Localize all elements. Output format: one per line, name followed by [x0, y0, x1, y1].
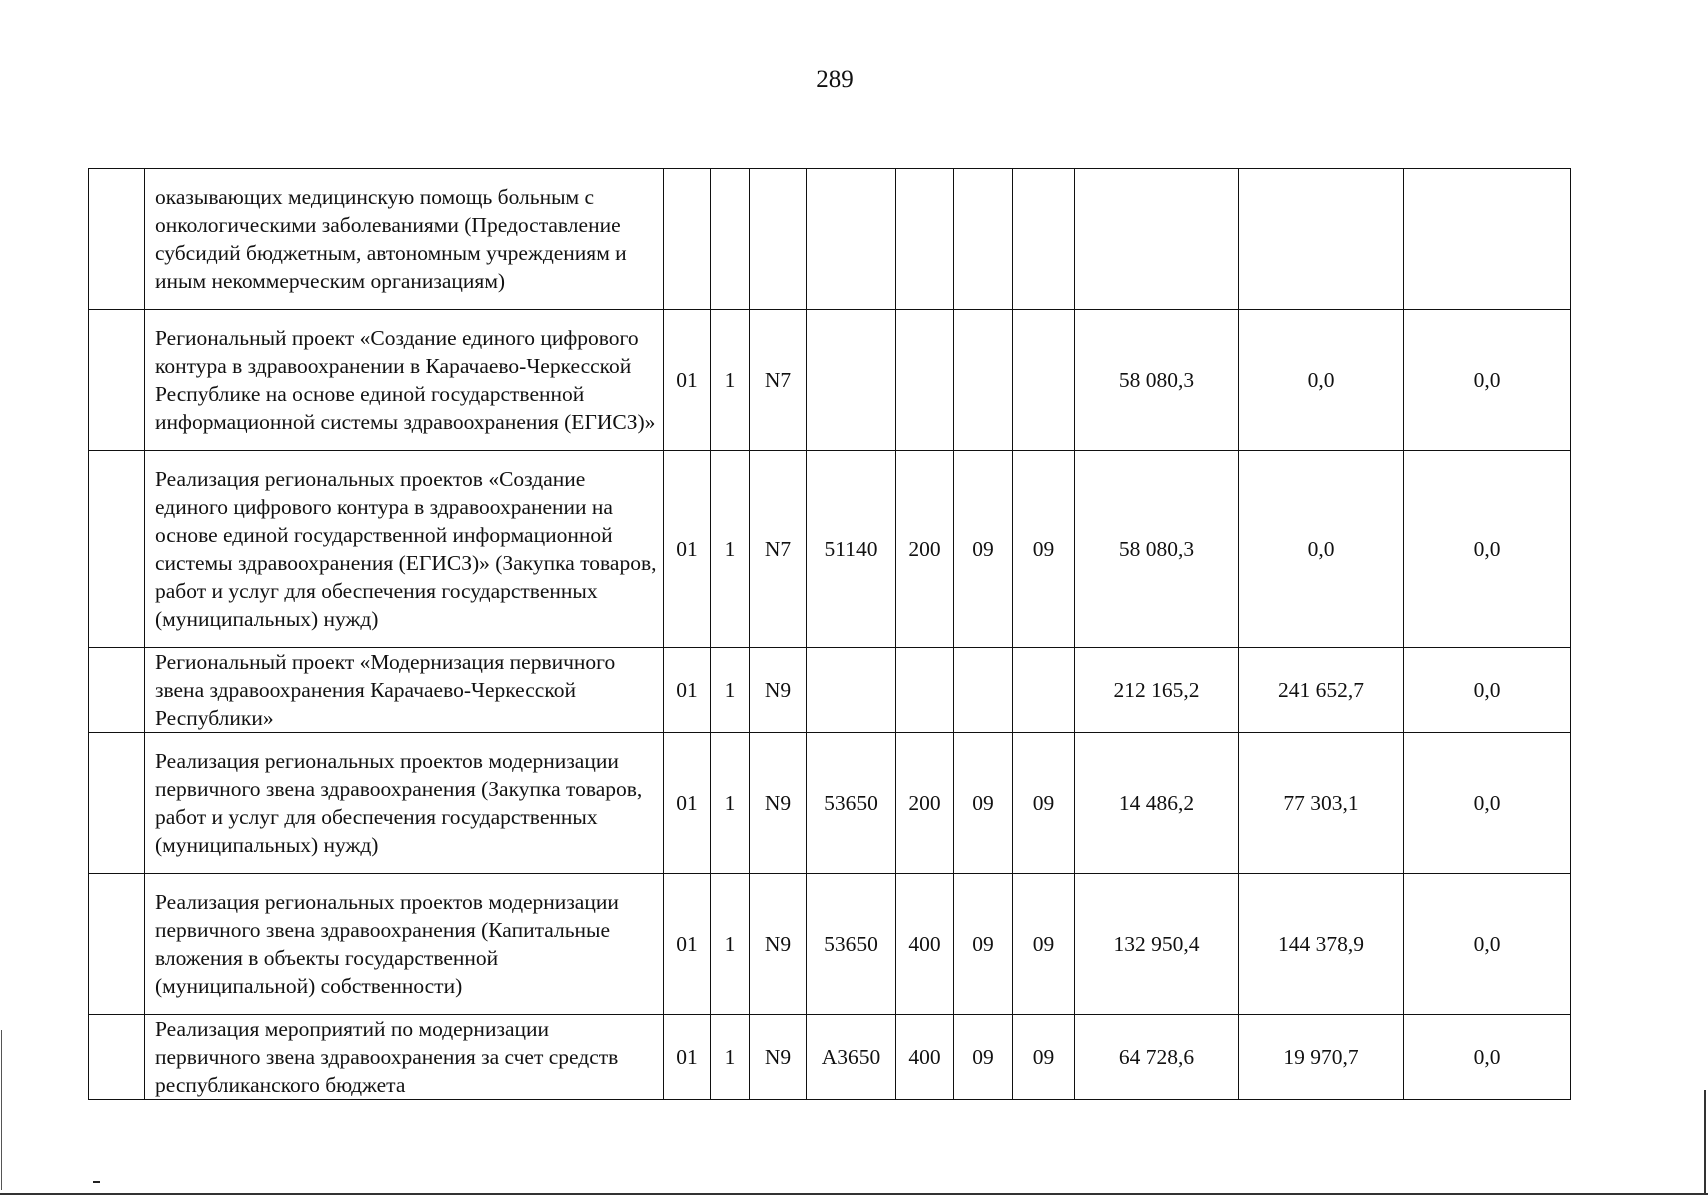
table-row — [89, 310, 1571, 451]
subsection-code-cell: 09 — [1013, 874, 1075, 1015]
expense-type-cell: 400 — [896, 874, 954, 1015]
direction-code-cell: 51140 — [807, 451, 896, 648]
expense-type-cell — [896, 310, 954, 451]
section-code-cell: 09 — [954, 451, 1013, 648]
amount-year1-cell: 132 950,4 — [1075, 874, 1239, 1015]
subsection-code-cell — [1013, 169, 1075, 310]
page-number: 289 — [816, 66, 854, 93]
amount-year1-cell: 14 486,2 — [1075, 733, 1239, 874]
budget-table — [88, 168, 1571, 1100]
subprogram-code-cell: 1 — [711, 1015, 750, 1100]
amount-year1-cell — [1075, 169, 1239, 310]
item-name-cell: Региональный проект «Создание единого цифрового контура в здравоохранении в Карачаево-Черкесской Республике на основе единой государственной информационной системы здравоохранения (ЕГИСЗ)» — [145, 310, 664, 451]
amount-year3-cell: 0,0 — [1404, 1015, 1571, 1100]
expense-type-cell: 200 — [896, 733, 954, 874]
subprogram-code-cell: 1 — [711, 648, 750, 733]
project-code-cell — [750, 169, 807, 310]
subsection-code-cell — [1013, 310, 1075, 451]
project-code-cell: N7 — [750, 310, 807, 451]
item-name-cell: Региональный проект «Модернизация первичного звена здравоохранения Карачаево-Черкесской Республики» — [145, 648, 664, 733]
expense-type-cell: 200 — [896, 451, 954, 648]
amount-year3-cell: 0,0 — [1404, 451, 1571, 648]
amount-year2-cell: 77 303,1 — [1239, 733, 1404, 874]
amount-year2-cell: 19 970,7 — [1239, 1015, 1404, 1100]
amount-year2-cell: 241 652,7 — [1239, 648, 1404, 733]
expense-type-cell: 400 — [896, 1015, 954, 1100]
direction-code-cell: 53650 — [807, 733, 896, 874]
direction-code-cell — [807, 648, 896, 733]
subprogram-code-cell: 1 — [711, 451, 750, 648]
row-number-cell — [89, 1015, 145, 1100]
section-code-cell — [954, 310, 1013, 451]
direction-code-cell: 53650 — [807, 874, 896, 1015]
project-code-cell: N9 — [750, 733, 807, 874]
amount-year1-cell: 58 080,3 — [1075, 310, 1239, 451]
project-code-cell: N9 — [750, 648, 807, 733]
item-name-cell: оказывающих медицинскую помощь больным с онкологическими заболеваниями (Предоставление субсидий бюджетным, автономным учреждениям и иным некоммерческим организациям) — [145, 169, 664, 310]
row-number-cell — [89, 733, 145, 874]
program-code-cell: 01 — [664, 1015, 711, 1100]
project-code-cell: N9 — [750, 1015, 807, 1100]
amount-year2-cell — [1239, 169, 1404, 310]
item-name-cell: Реализация мероприятий по модернизации первичного звена здравоохранения за счет средств республиканского бюджета — [145, 1015, 664, 1100]
amount-year3-cell: 0,0 — [1404, 310, 1571, 451]
amount-year3-cell — [1404, 169, 1571, 310]
scan-dash-mark — [93, 1181, 100, 1183]
amount-year2-cell: 0,0 — [1239, 451, 1404, 648]
table-row — [89, 1015, 1571, 1100]
item-name-cell: Реализация региональных проектов «Создание единого цифрового контура в здравоохранении на основе единой государственной информационной системы здравоохранения (ЕГИСЗ)» (Закупка товаров, работ и услуг для обеспечения государственных (муниципальных) нужд) — [145, 451, 664, 648]
row-number-cell — [89, 451, 145, 648]
subprogram-code-cell: 1 — [711, 733, 750, 874]
section-code-cell — [954, 169, 1013, 310]
amount-year1-cell: 212 165,2 — [1075, 648, 1239, 733]
section-code-cell: 09 — [954, 874, 1013, 1015]
direction-code-cell — [807, 310, 896, 451]
section-code-cell: 09 — [954, 733, 1013, 874]
section-code-cell — [954, 648, 1013, 733]
subprogram-code-cell: 1 — [711, 874, 750, 1015]
subprogram-code-cell — [711, 169, 750, 310]
row-number-cell — [89, 169, 145, 310]
program-code-cell: 01 — [664, 451, 711, 648]
amount-year2-cell: 144 378,9 — [1239, 874, 1404, 1015]
program-code-cell: 01 — [664, 874, 711, 1015]
project-code-cell: N9 — [750, 874, 807, 1015]
program-code-cell: 01 — [664, 733, 711, 874]
amount-year2-cell: 0,0 — [1239, 310, 1404, 451]
table-row — [89, 733, 1571, 874]
expense-type-cell — [896, 169, 954, 310]
project-code-cell: N7 — [750, 451, 807, 648]
table-row — [89, 169, 1571, 310]
table-row — [89, 874, 1571, 1015]
item-name-cell: Реализация региональных проектов модернизации первичного звена здравоохранения (Капитальные вложения в объекты государственной (муниципальной) собственности) — [145, 874, 664, 1015]
subsection-code-cell — [1013, 648, 1075, 733]
scan-edge-line-bottom — [0, 1193, 1708, 1195]
amount-year3-cell: 0,0 — [1404, 874, 1571, 1015]
amount-year3-cell: 0,0 — [1404, 733, 1571, 874]
subsection-code-cell: 09 — [1013, 1015, 1075, 1100]
direction-code-cell: А3650 — [807, 1015, 896, 1100]
table-row — [89, 451, 1571, 648]
expense-type-cell — [896, 648, 954, 733]
row-number-cell — [89, 874, 145, 1015]
scan-edge-line-right — [1704, 1090, 1706, 1195]
program-code-cell: 01 — [664, 648, 711, 733]
amount-year3-cell: 0,0 — [1404, 648, 1571, 733]
row-number-cell — [89, 310, 145, 451]
section-code-cell: 09 — [954, 1015, 1013, 1100]
item-name-cell: Реализация региональных проектов модернизации первичного звена здравоохранения (Закупка товаров, работ и услуг для обеспечения государственных (муниципальных) нужд) — [145, 733, 664, 874]
direction-code-cell — [807, 169, 896, 310]
subsection-code-cell: 09 — [1013, 451, 1075, 648]
amount-year1-cell: 58 080,3 — [1075, 451, 1239, 648]
program-code-cell: 01 — [664, 310, 711, 451]
row-number-cell — [89, 648, 145, 733]
amount-year1-cell: 64 728,6 — [1075, 1015, 1239, 1100]
program-code-cell — [664, 169, 711, 310]
subprogram-code-cell: 1 — [711, 310, 750, 451]
subsection-code-cell: 09 — [1013, 733, 1075, 874]
table-row — [89, 648, 1571, 733]
scan-edge-line-left — [1, 1030, 2, 1190]
